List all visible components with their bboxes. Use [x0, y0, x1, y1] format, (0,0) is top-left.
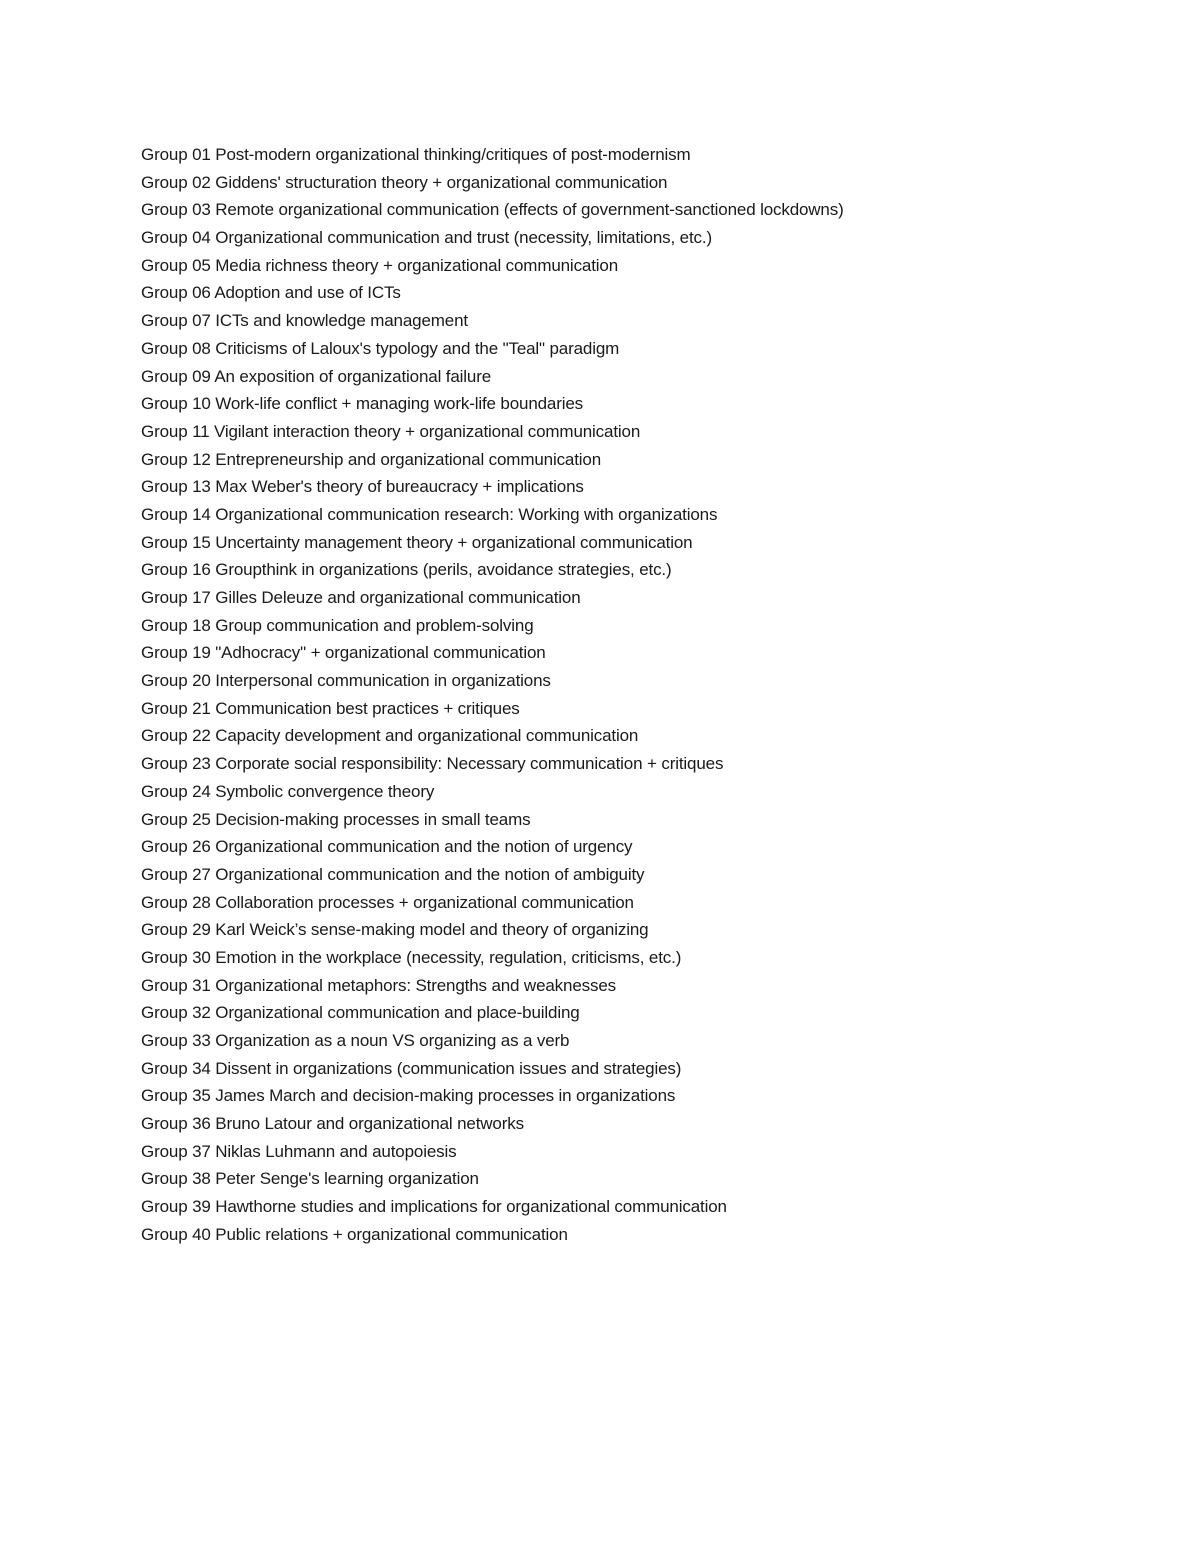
group-topic-item: Group 36 Bruno Latour and organizational networks — [141, 1114, 524, 1134]
group-topic-item: Group 10 Work-life conflict + managing work-life boundaries — [141, 394, 584, 414]
group-topic-list — [141, 141, 1141, 1249]
group-topic-item: Group 34 Dissent in organizations (communication issues and strategies) — [141, 1058, 682, 1078]
group-topic-item: Group 29 Karl Weick’s sense-making model and theory of organizing — [141, 920, 649, 940]
group-topic-item: Group 08 Criticisms of Laloux's typology and the "Teal" paradigm — [141, 338, 620, 358]
group-topic-item: Group 07 ICTs and knowledge management — [141, 311, 468, 331]
group-topic-item: Group 26 Organizational communication and the notion of urgency — [141, 837, 633, 857]
group-topic-item: Group 02 Giddens' structuration theory + organizational communication — [141, 172, 668, 192]
group-topic-item: Group 40 Public relations + organizational communication — [141, 1224, 568, 1244]
group-topic-item: Group 20 Interpersonal communication in organizations — [141, 671, 551, 691]
group-topic-item: Group 17 Gilles Deleuze and organizational communication — [141, 588, 581, 607]
group-topic-item: Group 21 Communication best practices + critiques — [141, 698, 520, 718]
group-topic-item: Group 18 Group communication and problem-solving — [141, 615, 534, 635]
group-topic-item: Group 23 Corporate social responsibility: Necessary communication + critiques — [141, 754, 724, 774]
group-topic-item: Group 22 Capacity development and organizational communication — [141, 726, 639, 746]
group-topic-item: Group 32 Organizational communication and place-building — [141, 1003, 580, 1023]
group-topic-item: Group 24 Symbolic convergence theory — [141, 781, 435, 801]
group-topic-item: Group 11 Vigilant interaction theory + organizational communication — [141, 421, 641, 441]
group-topic-item: Group 03 Remote organizational communication (effects of government-sanctioned lockdowns) — [141, 200, 844, 220]
group-topic-item: Group 13 Max Weber's theory of bureaucracy + implications — [141, 477, 584, 497]
group-topic-item: Group 33 Organization as a noun VS organizing as a verb — [141, 1031, 570, 1050]
group-topic-item: Group 01 Post-modern organizational thinking/critiques of post-modernism — [141, 145, 691, 164]
group-topic-item: Group 28 Collaboration processes + organizational communication — [141, 892, 634, 912]
group-topic-item: Group 39 Hawthorne studies and implications for organizational communication — [141, 1197, 727, 1217]
group-topic-item: Group 15 Uncertainty management theory + organizational communication — [141, 532, 693, 552]
group-topic-item: Group 16 Groupthink in organizations (perils, avoidance strategies, etc.) — [141, 560, 672, 580]
group-topic-item: Group 05 Media richness theory + organizational communication — [141, 255, 619, 275]
group-topic-item: Group 14 Organizational communication research: Working with organizations — [141, 504, 718, 524]
group-topic-item: Group 04 Organizational communication and trust (necessity, limitations, etc.) — [141, 228, 712, 248]
group-topic-item: Group 31 Organizational metaphors: Strengths and weaknesses — [141, 975, 616, 995]
group-topic-item: Group 25 Decision-making processes in small teams — [141, 809, 531, 829]
group-topic-item: Group 37 Niklas Luhmann and autopoiesis — [141, 1141, 457, 1161]
group-topic-item: Group 35 James March and decision-making processes in organizations — [141, 1086, 676, 1106]
group-topic-item: Group 38 Peter Senge's learning organization — [141, 1169, 479, 1189]
group-topic-item: Group 27 Organizational communication and the notion of ambiguity — [141, 864, 645, 884]
group-topic-item: Group 19 "Adhocracy" + organizational communication — [141, 643, 546, 663]
group-topic-item: Group 09 An exposition of organizational failure — [141, 366, 492, 386]
group-topic-item: Group 12 Entrepreneurship and organizational communication — [141, 449, 602, 469]
group-topic-item: Group 30 Emotion in the workplace (necessity, regulation, criticisms, etc.) — [141, 947, 682, 967]
group-topic-item: Group 06 Adoption and use of ICTs — [141, 283, 401, 303]
